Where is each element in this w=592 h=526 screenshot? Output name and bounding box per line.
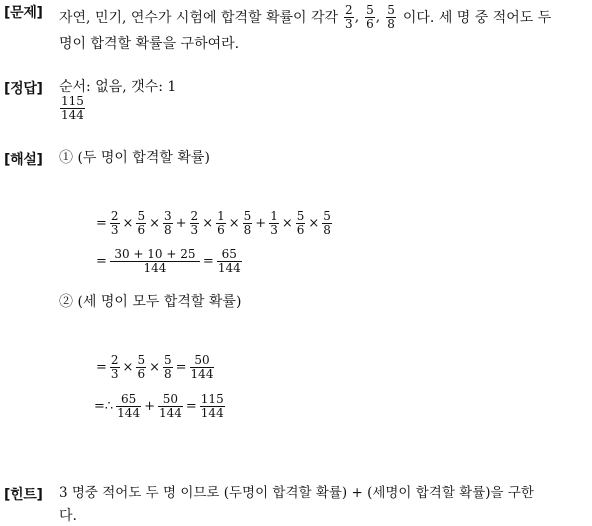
hint-line-1: 3 명중 적어도 두 명 이므로 (두명이 합격할 확률) + (세명이 합격할 확률)을 구한 bbox=[59, 485, 534, 501]
equation-line-4: =∴ $\frac{65}{144}$ + $\frac{50}{144}$ = $\frac{115}{144}$ bbox=[94, 391, 224, 420]
hint-line-2: 다. bbox=[59, 508, 77, 524]
fraction: $\frac{2}{3}$ bbox=[345, 2, 353, 31]
equation-line-1: = $\frac{2}{3}$ × $\frac{5}{6}$ × $\frac{3}{8}$ + $\frac{2}{3}$ × $\frac{1}{6}$ × $\frac{5}{8}$ + $\frac{1}{3}$ × $\frac{5}{6}$ × $\frac{5}{8}$ bbox=[96, 208, 331, 237]
answer-line: 순서: 없음, 갯수: 1 bbox=[59, 79, 177, 95]
solution-label: [해설] bbox=[4, 152, 43, 168]
equation-line-2: = $\frac{30 + 10 + 25}{144}$ = $\frac{65}{144}$ bbox=[96, 246, 241, 275]
problem-text-post: 이다. 세 명 중 적어도 두 bbox=[402, 10, 552, 26]
fraction: $\frac{5}{8}$ bbox=[387, 2, 395, 31]
hint-label: [힌트] bbox=[4, 487, 43, 503]
solution-part2-title: ② (세 명이 모두 합격할 확률) bbox=[59, 294, 242, 310]
equation-line-3: = $\frac{2}{3}$ × $\frac{5}{6}$ × $\frac{5}{8}$ = $\frac{50}{144}$ bbox=[96, 352, 214, 381]
problem-line-1: 자연, 민기, 연수가 시험에 합격할 확률이 각각 $\frac{2}{3}$ , $\frac{5}{6}$ , $\frac{5}{8}$ 이다. 세 명 중 적어도 두 bbox=[59, 2, 552, 31]
answer-label: [정답] bbox=[4, 81, 43, 97]
answer-value bbox=[59, 95, 86, 122]
problem-label: [문제] bbox=[4, 5, 43, 21]
fraction: $\frac{5}{6}$ bbox=[366, 2, 374, 31]
problem-text-pre: 자연, 민기, 연수가 시험에 합격할 확률이 각각 bbox=[59, 10, 339, 26]
fraction: $\frac{115}{144}$ bbox=[61, 94, 84, 122]
problem-line-2: 명이 합격할 확률을 구하여라. bbox=[59, 36, 240, 52]
solution-part1-title: ① (두 명이 합격할 확률) bbox=[59, 150, 210, 166]
